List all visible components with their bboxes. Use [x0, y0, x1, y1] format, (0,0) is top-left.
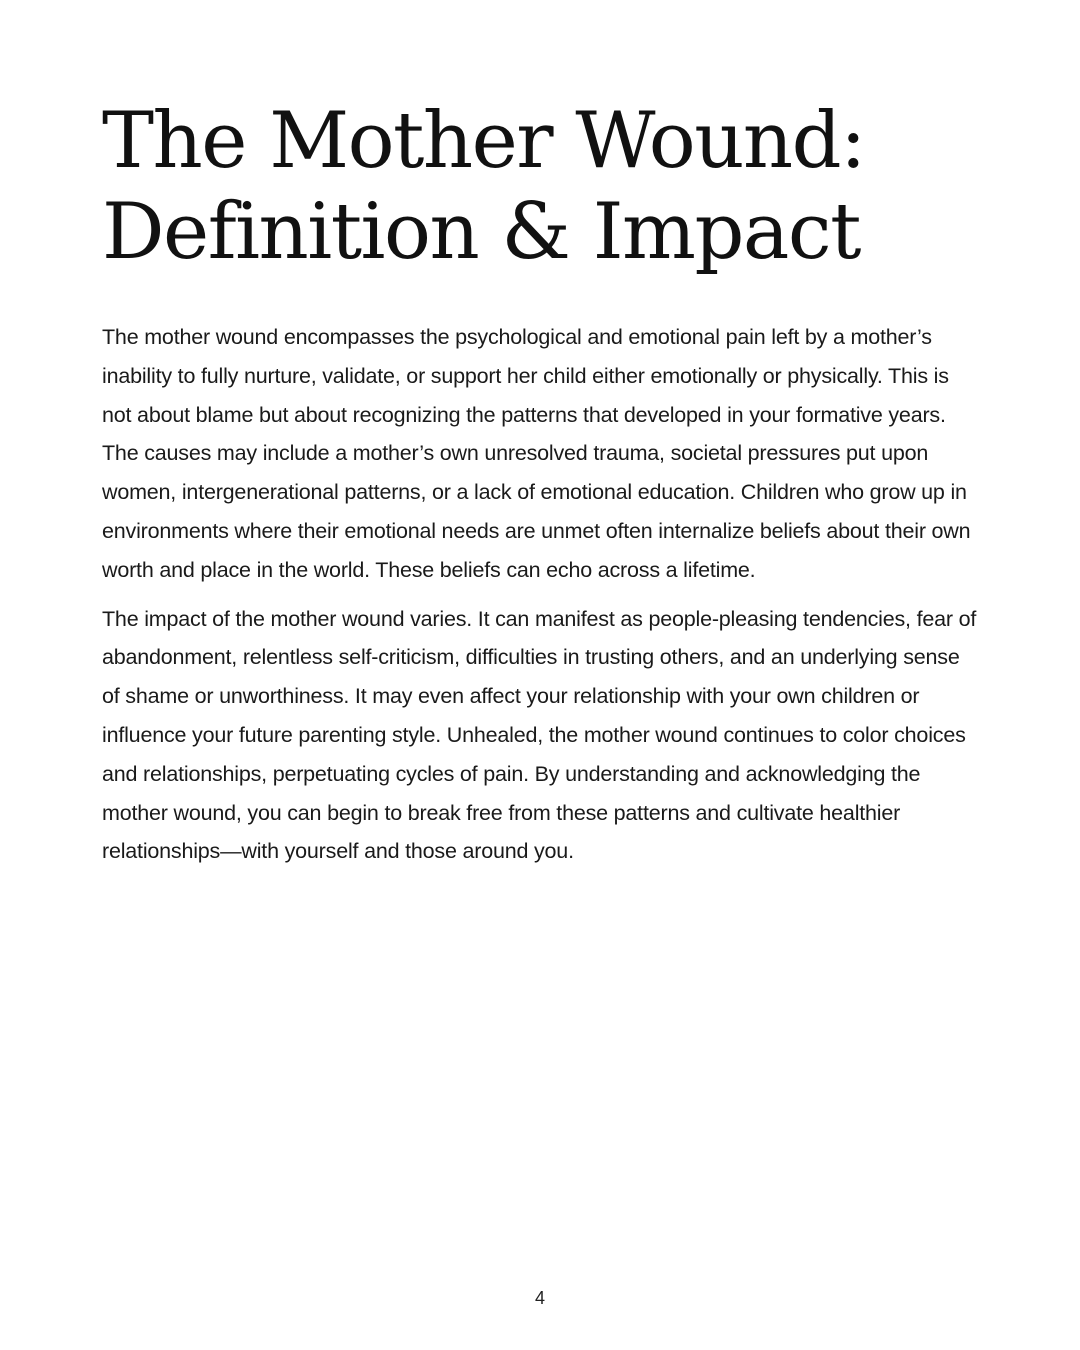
page-number: 4	[534, 1288, 545, 1308]
page-title-line-1: The Mother Wound:	[102, 96, 865, 186]
body-text	[102, 318, 978, 881]
paragraph-impact: The impact of the mother wound varies. It can manifest as people-pleasing tendencies, fear of abandonment, relentless self-criticism, difficulties in trusting others, and an underlying sense of shame or unworthiness. It may even affect your relationship with your own children or influence your future parenting style. Unhealed, the mother wound continues to color choices and relationships, perpetuating cycles of pain. By understanding and acknowledging the mother wound, you can begin to break free from these patterns and cultivate healthier relationships—with yourself and those around you.	[102, 606, 977, 864]
page-title	[102, 96, 1002, 278]
paragraph-definition: The mother wound encompasses the psychological and emotional pain left by a mother’s inability to fully nurture, validate, or support her child either emotionally or physically. This is not about blame but about recognizing the patterns that developed in your formative years. The causes may include a mother’s own unresolved trauma, societal pressures put upon women, intergenerational patterns, or a lack of emotional education. Children who grow up in environments where their emotional needs are unmet often internalize beliefs about their own worth and place in the world. These beliefs can echo across a lifetime.	[102, 325, 971, 582]
page-title-line-2: Definition & Impact	[102, 187, 860, 277]
